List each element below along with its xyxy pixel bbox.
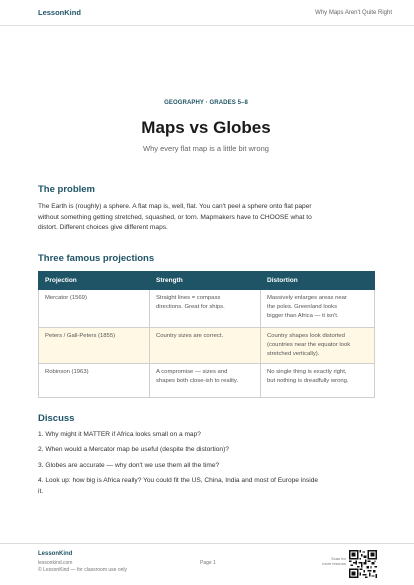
column-header-strength: Strength [150, 271, 261, 289]
cell-line: the poles. Greenland looks [267, 303, 338, 310]
cell-line: Straight lines = compass [156, 294, 221, 301]
problem-line: The Earth is (roughly) a sphere. A flat map is, well, flat. You can't peel a sphere onto flat paper [38, 203, 312, 210]
page-footer [0, 543, 414, 585]
footer-brand: LessonKind [38, 551, 73, 557]
question-line: it. [38, 487, 44, 495]
cell-distortion [261, 327, 375, 363]
qr-code-icon [349, 550, 377, 578]
problem-line: without something getting stretched, squashed, or torn. Mapmakers have to CHOOSE what to [38, 213, 312, 221]
table-row [39, 289, 375, 327]
qr-caption-line: Scan for [331, 556, 346, 561]
question-line: 2. When would a Mercator map be useful (despite the distortion)? [38, 446, 229, 453]
cell-line: stretched vertically). [267, 350, 320, 357]
cell-line: Peters / Gall-Peters (1855) [45, 332, 116, 339]
table-header-row [39, 271, 375, 289]
page-title: Maps vs Globes [141, 118, 271, 137]
question-line: 1. Why might it MATTER if Africa looks small on a map? [38, 430, 201, 438]
header-doc-title: Why Maps Aren't Quite Right [315, 9, 392, 16]
problem-line: distort. Different choices give different maps. [38, 224, 168, 231]
cell-distortion [261, 363, 375, 397]
qr-caption-line: more lessons [322, 561, 346, 566]
discussion-question [38, 461, 374, 472]
column-header-projection: Projection [39, 271, 150, 289]
cell-strength [150, 327, 261, 363]
footer-copyright: © LessonKind — for classroom use only [38, 567, 128, 573]
cell-line: bigger than Africa — it isn't. [267, 312, 339, 319]
cell-projection [39, 289, 150, 327]
column-header-distortion: Distortion [261, 271, 375, 289]
problem-paragraph [38, 202, 374, 234]
cell-line: A compromise — sizes and [156, 368, 228, 375]
header-brand: LessonKind [38, 8, 81, 17]
question-line: 4. Look up: how big is Africa really? You could fit the US, China, India and most of Europe inside [38, 477, 319, 484]
cell-strength [150, 289, 261, 327]
worksheet-body [38, 100, 374, 497]
cell-line: but nothing is dreadfully wrong. [267, 377, 349, 384]
cell-line: Massively enlarges areas near [267, 294, 347, 301]
page-subtitle: Why every flat map is a little bit wrong [143, 144, 269, 153]
cell-line: No single thing is exactly right, [267, 368, 347, 375]
cell-line: Robinson (1963) [45, 368, 89, 375]
table-row [39, 327, 375, 363]
cell-line: directions. Great for ships. [156, 303, 225, 310]
cell-distortion [261, 289, 375, 327]
footer-site: lessonkind.com [38, 560, 73, 566]
qr-caption [318, 556, 346, 566]
cell-line: (countries near the equator look [267, 341, 351, 348]
cell-strength [150, 363, 261, 397]
subject-eyebrow: GEOGRAPHY · GRADES 5–8 [164, 100, 248, 106]
cell-line: Country sizes are correct. [156, 332, 224, 339]
question-line: 3. Globes are accurate — why don't we use them all the time? [38, 461, 220, 469]
discussion-question [38, 430, 374, 441]
discussion-question [38, 476, 374, 497]
page-number: Page 1 [200, 560, 216, 566]
cell-line: Country shapes look distorted [267, 332, 345, 339]
discuss-heading: Discuss [38, 412, 75, 424]
cell-line: Mercator (1569) [45, 294, 87, 301]
cell-line: shapes both close-ish to reality. [156, 377, 239, 384]
projections-table [38, 271, 375, 398]
page-header [0, 0, 414, 26]
problem-heading: The problem [38, 184, 96, 195]
table-row [39, 363, 375, 397]
projections-heading: Three famous projections [38, 252, 155, 264]
cell-projection [39, 363, 150, 397]
cell-projection [39, 327, 150, 363]
discussion-question [38, 445, 374, 456]
